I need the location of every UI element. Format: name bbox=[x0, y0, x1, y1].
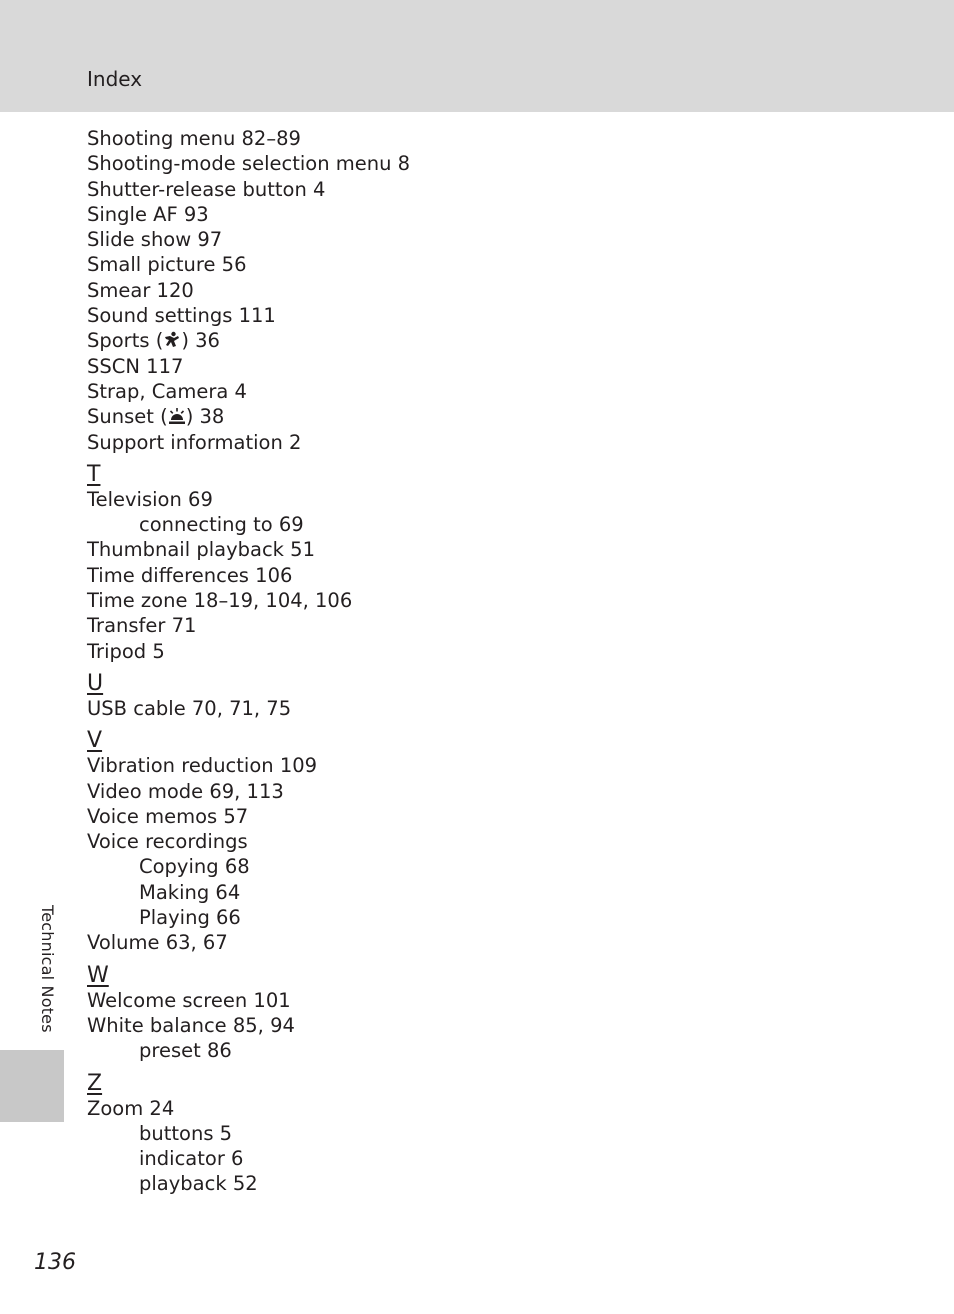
index-subentry: Playing 66 bbox=[139, 906, 241, 930]
section-v-entries bbox=[87, 753, 787, 955]
header-band bbox=[0, 0, 954, 112]
index-subentry: playback 52 bbox=[139, 1172, 258, 1196]
index-entry: White balance 85, 94 bbox=[87, 1013, 295, 1037]
index-entry: SSCN 117 bbox=[87, 354, 184, 378]
page-title: Index bbox=[87, 67, 143, 91]
section-w-entries bbox=[87, 988, 787, 1064]
side-tab-marker bbox=[0, 1050, 64, 1122]
index-entry: Voice memos 57 bbox=[87, 804, 249, 828]
page-number: 136 bbox=[34, 1250, 76, 1275]
section-z-entries bbox=[87, 1096, 787, 1197]
index-entry: Shooting-mode selection menu 8 bbox=[87, 152, 411, 176]
index-entry: Smear 120 bbox=[87, 278, 194, 302]
index-entry: Video mode 69, 113 bbox=[87, 779, 284, 803]
sunset-entry-before: Sunset ( bbox=[87, 405, 168, 429]
sports-entry-after: ) 36 bbox=[181, 329, 220, 353]
section-letter-w: W bbox=[87, 962, 109, 988]
index-entry: Time zone 18–19, 104, 106 bbox=[87, 589, 353, 613]
index-entry: Thumbnail playback 51 bbox=[87, 538, 315, 562]
index-subentry: preset 86 bbox=[139, 1039, 232, 1063]
index-subentry: connecting to 69 bbox=[139, 513, 304, 537]
section-u-entries bbox=[87, 696, 787, 721]
index-entry: Strap, Camera 4 bbox=[87, 379, 247, 403]
entries-s-group bbox=[87, 126, 787, 455]
index-entry-sports bbox=[87, 328, 787, 353]
index-entry: Tripod 5 bbox=[87, 639, 165, 663]
sports-scene-icon bbox=[163, 330, 181, 348]
index-entry: Slide show 97 bbox=[87, 228, 223, 252]
section-letter-t: T bbox=[87, 461, 101, 487]
section-letter-u: U bbox=[87, 670, 104, 696]
index-entry: Volume 63, 67 bbox=[87, 931, 228, 955]
index-entry: Vibration reduction 109 bbox=[87, 754, 318, 778]
index-entry: Voice recordings bbox=[87, 830, 248, 854]
section-letter-z: Z bbox=[87, 1070, 103, 1096]
side-section-label: Technical Notes bbox=[38, 905, 57, 1033]
sunset-scene-icon bbox=[168, 406, 186, 424]
index-entry: Shooting menu 82–89 bbox=[87, 127, 301, 150]
index-entry: Welcome screen 101 bbox=[87, 988, 291, 1012]
index-entry: Time differences 106 bbox=[87, 563, 293, 587]
index-entry-sunset bbox=[87, 404, 787, 429]
index-entry: Support information 2 bbox=[87, 430, 302, 454]
index-entry: Television 69 bbox=[87, 487, 213, 511]
section-t-entries bbox=[87, 487, 787, 664]
index-subentry: Making 64 bbox=[139, 880, 241, 904]
index-entry: USB cable 70, 71, 75 bbox=[87, 696, 292, 720]
sunset-entry-after: ) 38 bbox=[185, 405, 225, 429]
index-subentry: indicator 6 bbox=[139, 1147, 244, 1171]
index-entry: Single AF 93 bbox=[87, 202, 209, 226]
index-entry: Sound settings 111 bbox=[87, 304, 276, 328]
index-entry: Small picture 56 bbox=[87, 253, 247, 277]
index-subentry: buttons 5 bbox=[139, 1121, 233, 1145]
index-entry: Zoom 24 bbox=[87, 1096, 175, 1120]
index-entry: Transfer 71 bbox=[87, 614, 197, 638]
section-letter-v: V bbox=[87, 728, 103, 754]
sports-entry-before: Sports ( bbox=[87, 329, 164, 353]
index-entry: Shutter-release button 4 bbox=[87, 177, 326, 201]
index-subentry: Copying 68 bbox=[139, 855, 250, 879]
index-list bbox=[87, 126, 787, 1197]
